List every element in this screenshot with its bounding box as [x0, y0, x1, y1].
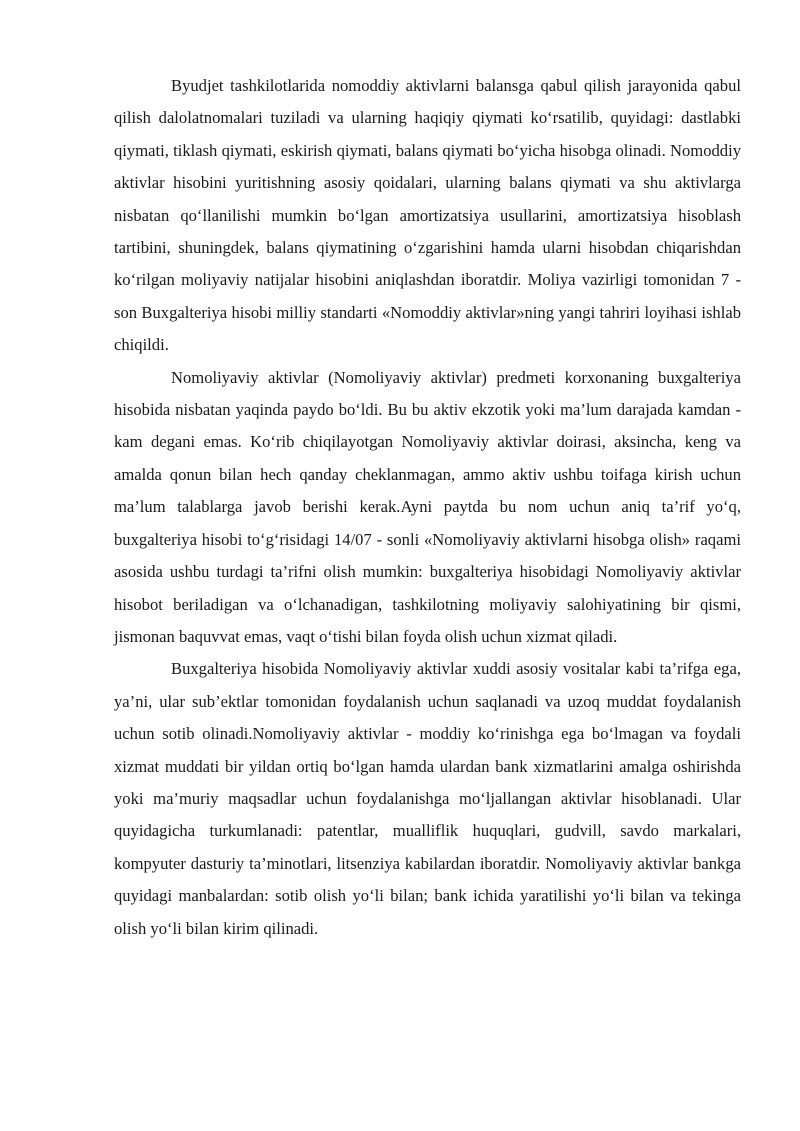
document-page [114, 70, 741, 945]
paragraph-3: Buxgalteriya hisobida Nomoliyaviy aktivlar xuddi asosiy vositalar kabi ta’rifga ega, ya’ni, ular sub’ektlar tomonidan foydalanish uchun saqlanadi va uzoq muddat foydalanish uchun sotib olinadi.Nomoliyaviy aktivlar - moddiy ko‘rinishga ega bo‘lmagan va foydali xizmat muddati bir yildan ortiq bo‘lgan hamda ulardan bank xizmatlarini amalga oshirishda yoki ma’muriy maqsadlar uchun foydalanishga mo‘ljallangan aktivlar hisoblanadi. Ular quyidagicha turkumlanadi: patentlar, mualliflik huquqlari, gudvill, savdo markalari, kompyuter dasturiy ta’minotlari, litsenziya kabilardan iboratdir. Nomoliyaviy aktivlar bankga quyidagi manbalardan: sotib olish yo‘li bilan; bank ichida yaratilishi yo‘li bilan va tekinga olish yo‘li bilan kirim qilinadi. [114, 659, 741, 938]
paragraph-1: Byudjet tashkilotlarida nomoddiy aktivlarni balansga qabul qilish jarayonida qabul qilish dalolatnomalari tuziladi va ularning haqiqiy qiymati ko‘rsatilib, quyidagi: dastlabki qiymati, tiklash qiymati, eskirish qiymati, balans qiymati bo‘yicha hisobga olinadi. Nomoddiy aktivlar hisobini yuritishning asosiy qoidalari, ularning balans qiymati va shu aktivlarga nisbatan qo‘llanilishi mumkin bo‘lgan amortizatsiya usullarini, amortizatsiya hisoblash tartibini, shuningdek, balans qiymatining o‘zgarishini hamda ularni hisobdan chiqarishdan ko‘rilgan moliyaviy natijalar hisobini aniqlashdan iboratdir. Moliya vazirligi tomonidan 7 - son Buxgalteriya hisobi milliy standarti «Nomoddiy aktivlar»ning yangi tahriri loyihasi ishlab chiqildi. [114, 76, 741, 355]
paragraph-2: Nomoliyaviy aktivlar (Nomoliyaviy aktivlar) predmeti korxonaning buxgalteriya hisobida nisbatan yaqinda paydo bo‘ldi. Bu bu aktiv ekzotik yoki ma’lum darajada kamdan - kam degani emas. Ko‘rib chiqilayotgan Nomoliyaviy aktivlar doirasi, aksincha, keng va amalda qonun bilan hech qanday cheklanmagan, ammo aktiv ushbu toifaga kirish uchun ma’lum talablarga javob berishi kerak.Ayni paytda bu nom uchun aniq ta’rif yo‘q, buxgalteriya hisobi to‘g‘risidagi 14/07 - sonli «Nomoliyaviy aktivlarni hisobga olish» raqami asosida ushbu turdagi ta’rifni olish mumkin: buxgalteriya hisobidagi Nomoliyaviy aktivlar hisobot beriladigan va o‘lchanadigan, tashkilotning moliyaviy salohiyatining bir qismi, jismonan baquvvat emas, vaqt o‘tishi bilan foyda olish uchun xizmat qiladi. [114, 367, 741, 646]
